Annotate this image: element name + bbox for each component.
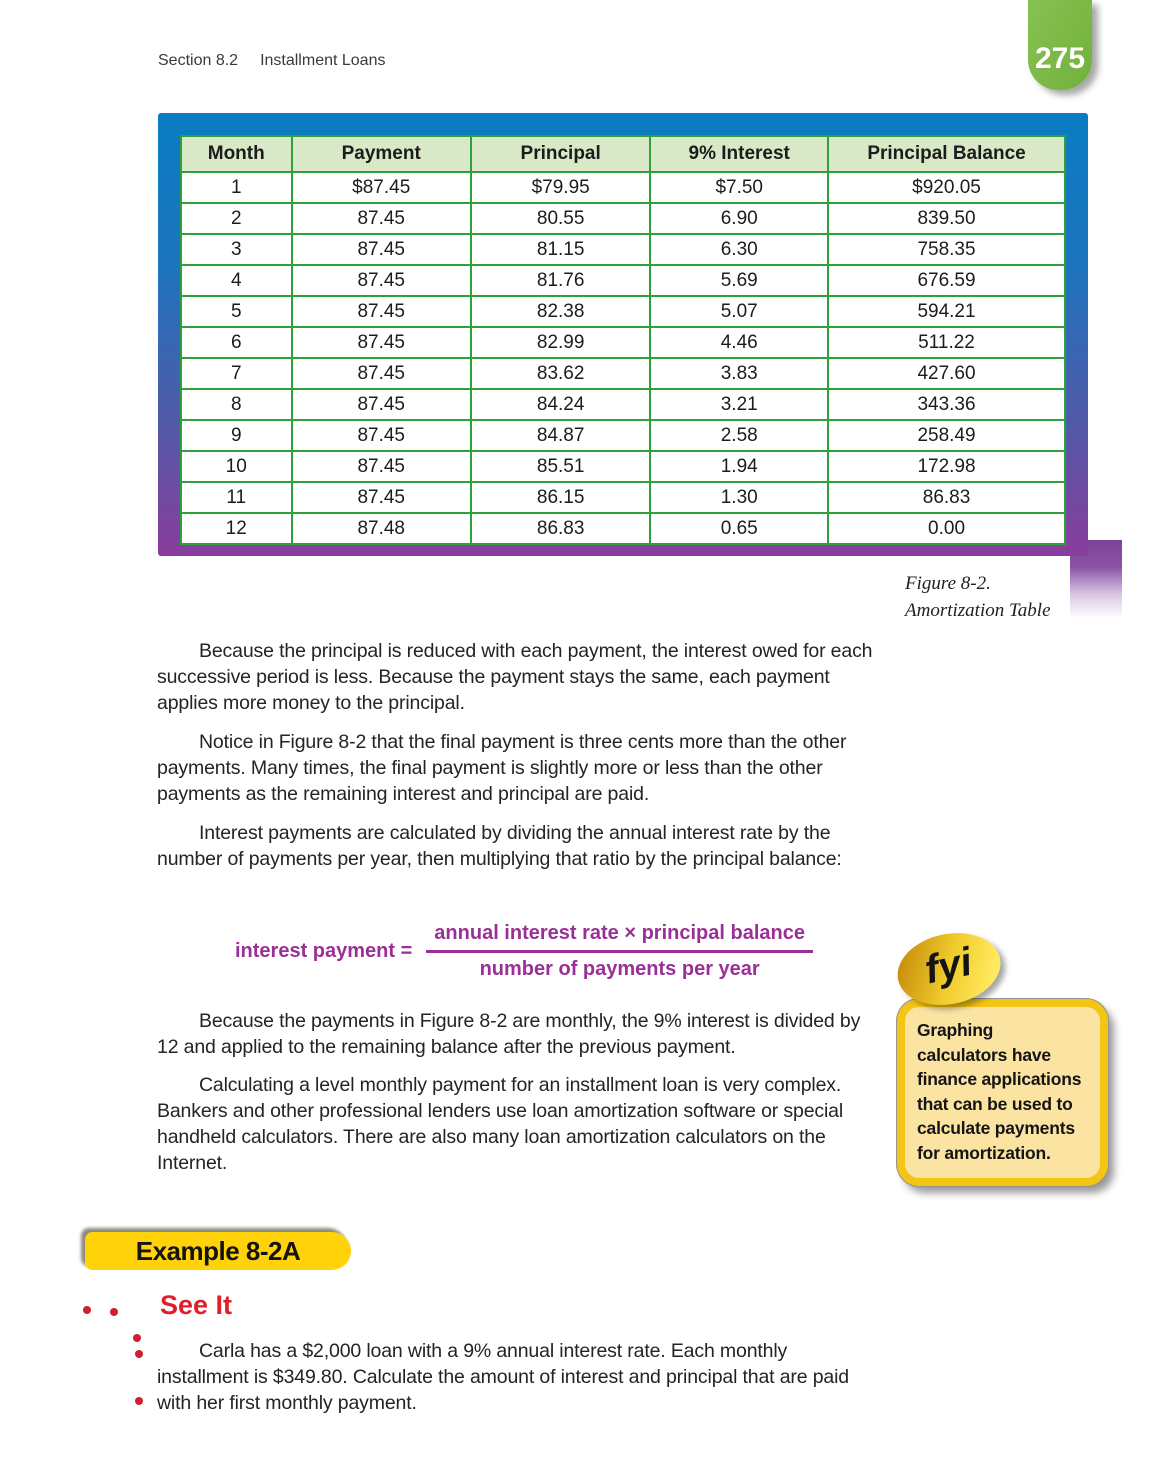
amortization-table	[180, 135, 1066, 545]
red-dot	[83, 1306, 91, 1314]
table-cell: 839.50	[828, 203, 1065, 234]
formula-denominator: number of payments per year	[479, 958, 760, 980]
table-row	[181, 451, 1065, 482]
table-cell: 87.45	[292, 296, 471, 327]
table-cell: 9	[181, 420, 292, 451]
see-it-heading: See It	[160, 1290, 233, 1320]
table-cell: 87.45	[292, 420, 471, 451]
example-body: Carla has a $2,000 loan with a 9% annual interest rate. Each monthly installment is $349.80. Calculate the amount of interest and principal that are paid with her first monthly payment.	[157, 1340, 849, 1414]
table-cell: 6.90	[650, 203, 828, 234]
table-cell: 86.83	[471, 513, 650, 544]
table-cell: 1.30	[650, 482, 828, 513]
paragraph-interest-calculation: Interest payments are calculated by dividing the annual interest rate by the number of payments per year, then multiplying that ratio by the principal balance:	[157, 822, 842, 870]
table-row	[181, 358, 1065, 389]
table-cell: 11	[181, 482, 292, 513]
table-header-row	[181, 136, 1065, 172]
table-cell: $79.95	[471, 172, 650, 203]
red-dot	[110, 1308, 118, 1316]
table-row	[181, 296, 1065, 327]
table-cell: 0.65	[650, 513, 828, 544]
table-cell: $7.50	[650, 172, 828, 203]
interest-payment-formula	[235, 922, 813, 981]
table-cell: 87.45	[292, 203, 471, 234]
example-title: Example 8-2A	[135, 1235, 301, 1266]
table-cell: 82.38	[471, 296, 650, 327]
table-cell: 80.55	[471, 203, 650, 234]
figure-caption-line2: Amortization Table	[905, 600, 1051, 621]
table-cell: 258.49	[828, 420, 1065, 451]
formula-lhs: interest payment =	[235, 940, 413, 962]
table-cell: 84.87	[471, 420, 650, 451]
table-cell: 87.45	[292, 482, 471, 513]
table-cell: 87.45	[292, 327, 471, 358]
example-heading	[85, 1232, 351, 1270]
red-dot	[133, 1334, 141, 1342]
amortization-rows	[181, 172, 1065, 544]
table-row	[181, 203, 1065, 234]
table-cell: 84.24	[471, 389, 650, 420]
table-cell: 427.60	[828, 358, 1065, 389]
table-cell: 2	[181, 203, 292, 234]
table-cell: $87.45	[292, 172, 471, 203]
column-header: Payment	[292, 136, 471, 172]
table-cell: 86.83	[828, 482, 1065, 513]
table-cell: 343.36	[828, 389, 1065, 420]
table-cell: 1	[181, 172, 292, 203]
page-number: 275	[1034, 42, 1086, 75]
table-cell: 81.76	[471, 265, 650, 296]
table-cell: 87.45	[292, 265, 471, 296]
fyi-label: fyi	[920, 939, 976, 993]
table-cell: 85.51	[471, 451, 650, 482]
table-row	[181, 389, 1065, 420]
table-cell: 83.62	[471, 358, 650, 389]
column-header: 9% Interest	[650, 136, 828, 172]
table-cell: 3.83	[650, 358, 828, 389]
table-row	[181, 172, 1065, 203]
paragraph-principal-reduced: Because the principal is reduced with each payment, the interest owed for each successive period is less. Because the payment stays the same, each payment applies more money to the principal.	[157, 640, 873, 714]
table-cell: 87.45	[292, 389, 471, 420]
column-header: Principal Balance	[828, 136, 1065, 172]
table-cell: 3.21	[650, 389, 828, 420]
table-row	[181, 482, 1065, 513]
table-cell: 6	[181, 327, 292, 358]
table-row	[181, 234, 1065, 265]
table-cell: 5	[181, 296, 292, 327]
table-cell: 511.22	[828, 327, 1065, 358]
table-cell: 87.45	[292, 358, 471, 389]
table-row	[181, 327, 1065, 358]
table-cell: 758.35	[828, 234, 1065, 265]
table-cell: 594.21	[828, 296, 1065, 327]
table-cell: 676.59	[828, 265, 1065, 296]
section-title: Installment Loans	[260, 52, 386, 69]
table-cell: 3	[181, 234, 292, 265]
paragraph-final-payment: Notice in Figure 8-2 that the final payment is three cents more than the other payments. Many times, the final payment is slightly more or less than the other payments as the remaining interest and principal are paid.	[157, 731, 847, 805]
table-cell: 5.69	[650, 265, 828, 296]
table-cell: 87.45	[292, 451, 471, 482]
table-row	[181, 420, 1065, 451]
paragraph-monthly-interest: Because the payments in Figure 8-2 are monthly, the 9% interest is divided by 12 and applied to the remaining balance after the previous payment.	[157, 1010, 861, 1058]
amortization-figure-frame	[158, 113, 1088, 556]
formula-numerator: annual interest rate × principal balance	[426, 922, 813, 953]
figure-caption	[905, 570, 1051, 624]
table-row	[181, 513, 1065, 544]
table-row	[181, 265, 1065, 296]
table-cell: 12	[181, 513, 292, 544]
section-label: Section 8.2	[158, 52, 239, 69]
red-dot	[135, 1397, 143, 1405]
table-cell: $920.05	[828, 172, 1065, 203]
formula-fraction	[426, 922, 813, 981]
figure-caption-line1: Figure 8-2.	[905, 573, 991, 594]
table-cell: 6.30	[650, 234, 828, 265]
column-header: Principal	[471, 136, 650, 172]
table-cell: 10	[181, 451, 292, 482]
fyi-note	[897, 999, 1108, 1186]
table-cell: 8	[181, 389, 292, 420]
fyi-note-text: Graphing calculators have finance applications that can be used to calculate payments for amortization.	[917, 1020, 1082, 1163]
paragraph-level-payment: Calculating a level monthly payment for an installment loan is very complex. Bankers and other professional lenders use loan amortization software or special handheld calculators. There are also many loan amortization calculators on the Internet.	[157, 1074, 844, 1174]
column-header: Month	[181, 136, 292, 172]
table-cell: 5.07	[650, 296, 828, 327]
running-head	[158, 52, 385, 70]
table-cell: 2.58	[650, 420, 828, 451]
table-cell: 87.48	[292, 513, 471, 544]
table-cell: 1.94	[650, 451, 828, 482]
table-cell: 82.99	[471, 327, 650, 358]
table-cell: 0.00	[828, 513, 1065, 544]
table-cell: 87.45	[292, 234, 471, 265]
table-cell: 7	[181, 358, 292, 389]
table-cell: 4.46	[650, 327, 828, 358]
table-cell: 4	[181, 265, 292, 296]
page-number-badge	[1028, 0, 1092, 90]
red-dot	[135, 1350, 143, 1358]
table-cell: 172.98	[828, 451, 1065, 482]
table-cell: 81.15	[471, 234, 650, 265]
table-cell: 86.15	[471, 482, 650, 513]
